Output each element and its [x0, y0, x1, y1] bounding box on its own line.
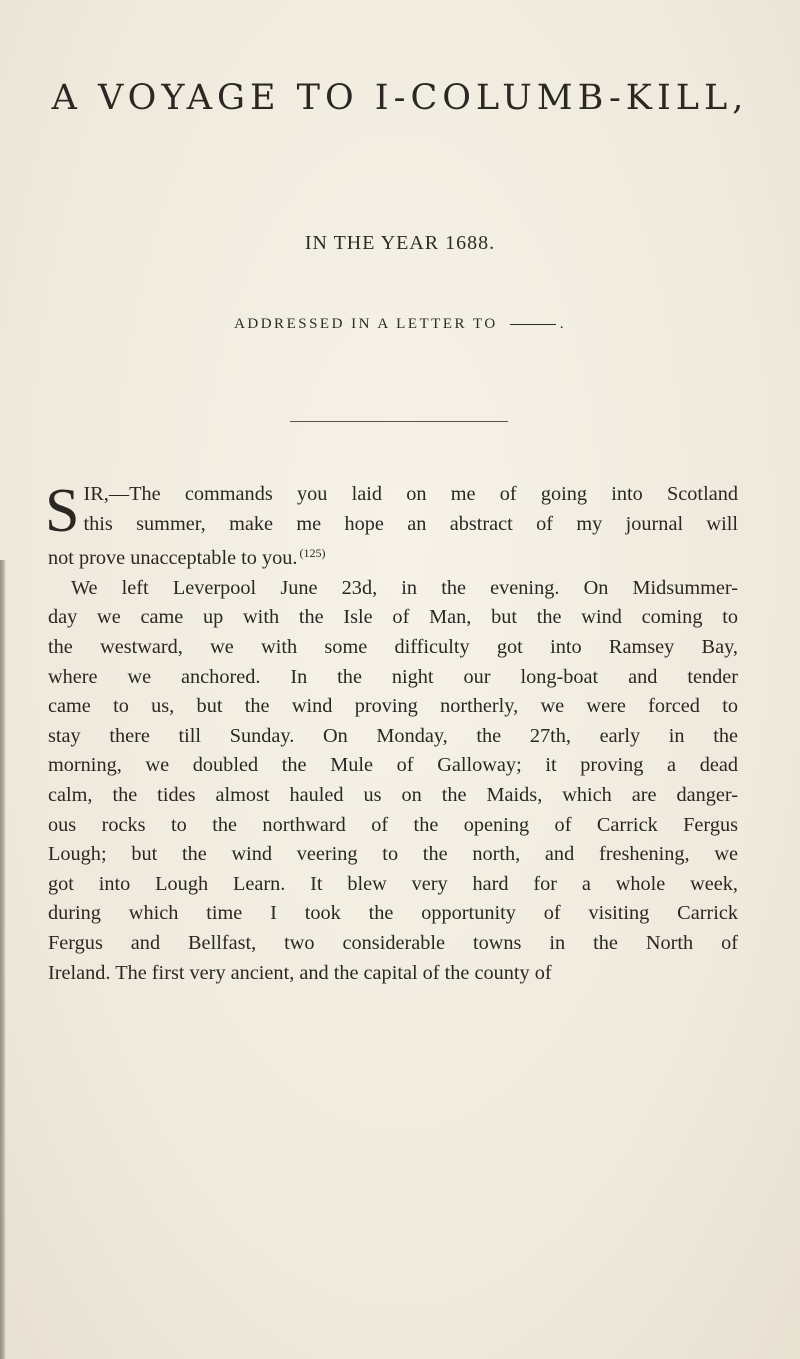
- text-line: not prove unacceptable to you.: [48, 547, 298, 570]
- addressed-period: .: [559, 316, 566, 332]
- text-line: Fergus and Bellfast, two considerable towns in the North of: [48, 931, 738, 954]
- text-line: calm, the tides almost hauled us on the Maids, which are danger-: [48, 783, 738, 806]
- text-line: morning, we doubled the Mule of Galloway; it proving a dead: [48, 754, 738, 777]
- paragraph-1: [45, 477, 738, 574]
- text-line: We left Leverpool June 23d, in the evening. On Midsummer-: [71, 576, 738, 599]
- paragraph-2: [48, 574, 738, 988]
- text-line: Lough; but the wind veering to the north, and freshening, we: [48, 843, 738, 866]
- page-title: A VOYAGE TO I-COLUMB-KILL,: [51, 78, 749, 118]
- addressee-dash: [510, 324, 556, 325]
- text-line: got into Lough Learn. It blew very hard for a whole week,: [48, 872, 738, 895]
- addressed-line: [0, 316, 800, 333]
- drop-cap: S: [45, 477, 80, 545]
- text-line: this summer, make me hope an abstract of my journal will: [83, 512, 738, 535]
- section-rule: [290, 421, 508, 422]
- text-line: ous rocks to the northward of the opening of Carrick Fergus: [48, 813, 738, 836]
- page-subtitle: IN THE YEAR 1688.: [304, 232, 496, 254]
- text-line: where we anchored. In the night our long-boat and tender: [48, 665, 738, 688]
- text-line: day we came up with the Isle of Man, but the wind coming to: [48, 606, 738, 629]
- text-line: IR,—The commands you laid on me of going into Scotland: [83, 483, 738, 505]
- addressed-text: ADDRESSED IN A LETTER TO: [234, 316, 498, 332]
- text-line: Ireland. The first very ancient, and the capital of the county of: [48, 961, 552, 984]
- text-line: came to us, but the wind proving northerly, we were forced to: [48, 695, 738, 718]
- letter-body: [45, 477, 738, 988]
- text-line: stay there till Sunday. On Monday, the 27th, early in the: [48, 724, 738, 747]
- page-gutter-shadow: [0, 560, 6, 1359]
- footnote-reference: (125): [299, 546, 326, 561]
- text-line: during which time I took the opportunity of visiting Carrick: [48, 902, 738, 925]
- text-line: the westward, we with some difficulty got into Ramsey Bay,: [48, 635, 738, 658]
- text-line-with-footnote: [48, 539, 738, 574]
